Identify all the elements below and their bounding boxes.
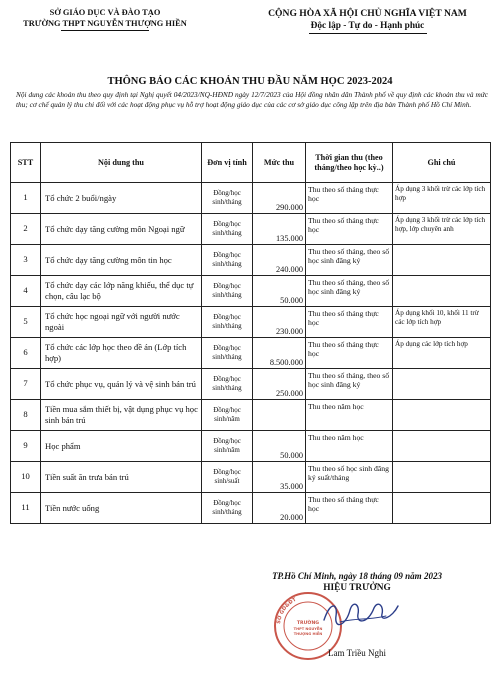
row-content: Tổ chức phục vụ, quản lý và vệ sinh bán trú: [41, 369, 202, 400]
fees-table: [10, 142, 491, 524]
row-unit: Đồng/học sinh/tháng: [202, 493, 253, 524]
svg-text:TRƯỜNG: TRƯỜNG: [296, 621, 320, 626]
row-note: [393, 400, 491, 431]
row-stt: 10: [11, 462, 41, 493]
handwritten-signature: [320, 596, 400, 630]
table-row: [11, 307, 491, 338]
row-amount: 250.000: [253, 369, 306, 400]
table-row: [11, 493, 491, 524]
row-amount: 290.000: [253, 183, 306, 214]
row-stt: 8: [11, 400, 41, 431]
row-time: Thu theo số tháng thực học: [306, 183, 393, 214]
row-unit: Đồng/học sinh/tháng: [202, 307, 253, 338]
department-name: SỞ GIÁO DỤC VÀ ĐÀO TẠO: [49, 8, 161, 17]
row-amount: 50.000: [253, 431, 306, 462]
table-row: [11, 369, 491, 400]
svg-text:SỞ GD&ĐT: SỞ GD&ĐT: [276, 596, 298, 625]
row-content: Tổ chức dạy tăng cường môn tin học: [41, 245, 202, 276]
row-unit: Đồng/học sinh/suất: [202, 462, 253, 493]
national-title: CỘNG HÒA XÃ HỘI CHỦ NGHĨA VIỆT NAM: [268, 8, 467, 19]
place-and-date: TP.Hồ Chí Minh, ngày 18 tháng 09 năm 2023: [272, 571, 442, 581]
row-note: [393, 245, 491, 276]
table-row: [11, 183, 491, 214]
school-name: TRƯỜNG THPT NGUYỄN THƯỢNG HIỀN: [23, 19, 187, 28]
row-unit: Đồng/học sinh/tháng: [202, 214, 253, 245]
row-amount: 135.000: [253, 214, 306, 245]
row-stt: 11: [11, 493, 41, 524]
row-note: Áp dụng 3 khối trừ các lớp tích hợp, lớp chuyên anh: [393, 214, 491, 245]
table-row: [11, 338, 491, 369]
document-title: THÔNG BÁO CÁC KHOẢN THU ĐẦU NĂM HỌC 2023-2024: [107, 76, 393, 87]
national-header: [240, 8, 495, 34]
table-row: [11, 462, 491, 493]
row-unit: Đồng/học sinh/tháng: [202, 245, 253, 276]
row-unit: Đồng/học sinh/tháng: [202, 183, 253, 214]
row-note: [393, 431, 491, 462]
row-stt: 2: [11, 214, 41, 245]
row-stt: 7: [11, 369, 41, 400]
row-unit: Đồng/học sinh/tháng: [202, 276, 253, 307]
intro-paragraph: Nội dung các khoản thu theo quy định tại Nghị quyết 04/2023/NQ-HĐND ngày 12/7/2023 của Hội đồng nhân dân Thành phố về quy định các khoản thu và mức thu; cơ chế quản lý thu chi đối với các hoạt động phục vụ hỗ trợ hoạt động giáo dục của các cơ sở giáo dục công lập trên địa bàn Thành phố Hồ Chí Minh.: [16, 90, 488, 110]
row-time: Thu theo số tháng, theo số học sinh đăng ký: [306, 276, 393, 307]
col-header-stt: STT: [11, 143, 41, 183]
row-time: Thu theo số tháng thực học: [306, 493, 393, 524]
row-content: Tiền nước uống: [41, 493, 202, 524]
row-content: Tổ chức dạy tăng cường môn Ngoại ngữ: [41, 214, 202, 245]
row-amount: 35.000: [253, 462, 306, 493]
row-amount: 50.000: [253, 276, 306, 307]
row-time: Thu theo năm học: [306, 400, 393, 431]
col-header-amount: Mức thu: [253, 143, 306, 183]
row-content: Tiền mua sắm thiết bị, vật dụng phục vụ học sinh bán trú: [41, 400, 202, 431]
row-note: [393, 493, 491, 524]
signer-title: HIỆU TRƯỞNG: [323, 583, 391, 593]
row-note: [393, 369, 491, 400]
row-time: Thu theo số học sinh đăng ký suất/tháng: [306, 462, 393, 493]
table-row: [11, 276, 491, 307]
row-stt: 6: [11, 338, 41, 369]
row-unit: Đồng/học sinh/năm: [202, 400, 253, 431]
issuer-header: [10, 8, 200, 31]
table-row: [11, 214, 491, 245]
row-content: Tổ chức 2 buổi/ngày: [41, 183, 202, 214]
table-row: [11, 400, 491, 431]
row-content: Học phẩm: [41, 431, 202, 462]
row-stt: 4: [11, 276, 41, 307]
row-amount: 8.500.000: [253, 338, 306, 369]
row-amount: 230.000: [253, 307, 306, 338]
table-row: [11, 431, 491, 462]
row-note: Áp dụng khối 10, khối 11 trừ các lớp tích hợp: [393, 307, 491, 338]
row-time: Thu theo số tháng, theo số học sinh đăng ký: [306, 245, 393, 276]
row-stt: 1: [11, 183, 41, 214]
col-header-time: Thời gian thu (theo tháng/theo học kỳ..): [306, 143, 393, 183]
col-header-note: Ghi chú: [393, 143, 491, 183]
header-rule-left: [61, 30, 149, 31]
row-unit: Đồng/học sinh/năm: [202, 431, 253, 462]
row-stt: 9: [11, 431, 41, 462]
col-header-content: Nội dung thu: [41, 143, 202, 183]
row-content: Tổ chức các lớp học theo đề án (Lớp tích hợp): [41, 338, 202, 369]
row-note: [393, 276, 491, 307]
row-content: Tổ chức học ngoại ngữ với người nước ngoài: [41, 307, 202, 338]
row-amount: 240.000: [253, 245, 306, 276]
row-time: Thu theo số tháng thực học: [306, 214, 393, 245]
row-unit: Đồng/học sinh/tháng: [202, 369, 253, 400]
row-note: Áp dụng các lớp tích hợp: [393, 338, 491, 369]
national-motto: Độc lập - Tự do - Hạnh phúc: [310, 21, 425, 31]
row-note: [393, 462, 491, 493]
row-content: Tiền suất ăn trưa bán trú: [41, 462, 202, 493]
col-header-unit: Đơn vị tính: [202, 143, 253, 183]
table-header-row: [11, 143, 491, 183]
header-rule-right: [309, 33, 427, 34]
svg-text:THƯỢNG HIỀN: THƯỢNG HIỀN: [293, 632, 323, 636]
row-time: Thu theo số tháng, theo số học sinh đăng ký: [306, 369, 393, 400]
row-time: Thu theo số tháng thực học: [306, 307, 393, 338]
row-amount: 20.000: [253, 493, 306, 524]
row-stt: 5: [11, 307, 41, 338]
row-note: Áp dụng 3 khối trừ các lớp tích hợp: [393, 183, 491, 214]
signer-name: Lam Triều Nghi: [327, 648, 386, 658]
row-amount: [253, 400, 306, 431]
row-stt: 3: [11, 245, 41, 276]
row-content: Tổ chức dạy các lớp năng khiếu, thể dục tự chọn, câu lạc bộ: [41, 276, 202, 307]
row-time: Thu theo năm học: [306, 431, 393, 462]
table-row: [11, 245, 491, 276]
svg-text:THPT NGUYỄN: THPT NGUYỄN: [293, 627, 323, 631]
row-time: Thu theo số tháng thực học: [306, 338, 393, 369]
row-unit: Đồng/học sinh/tháng: [202, 338, 253, 369]
